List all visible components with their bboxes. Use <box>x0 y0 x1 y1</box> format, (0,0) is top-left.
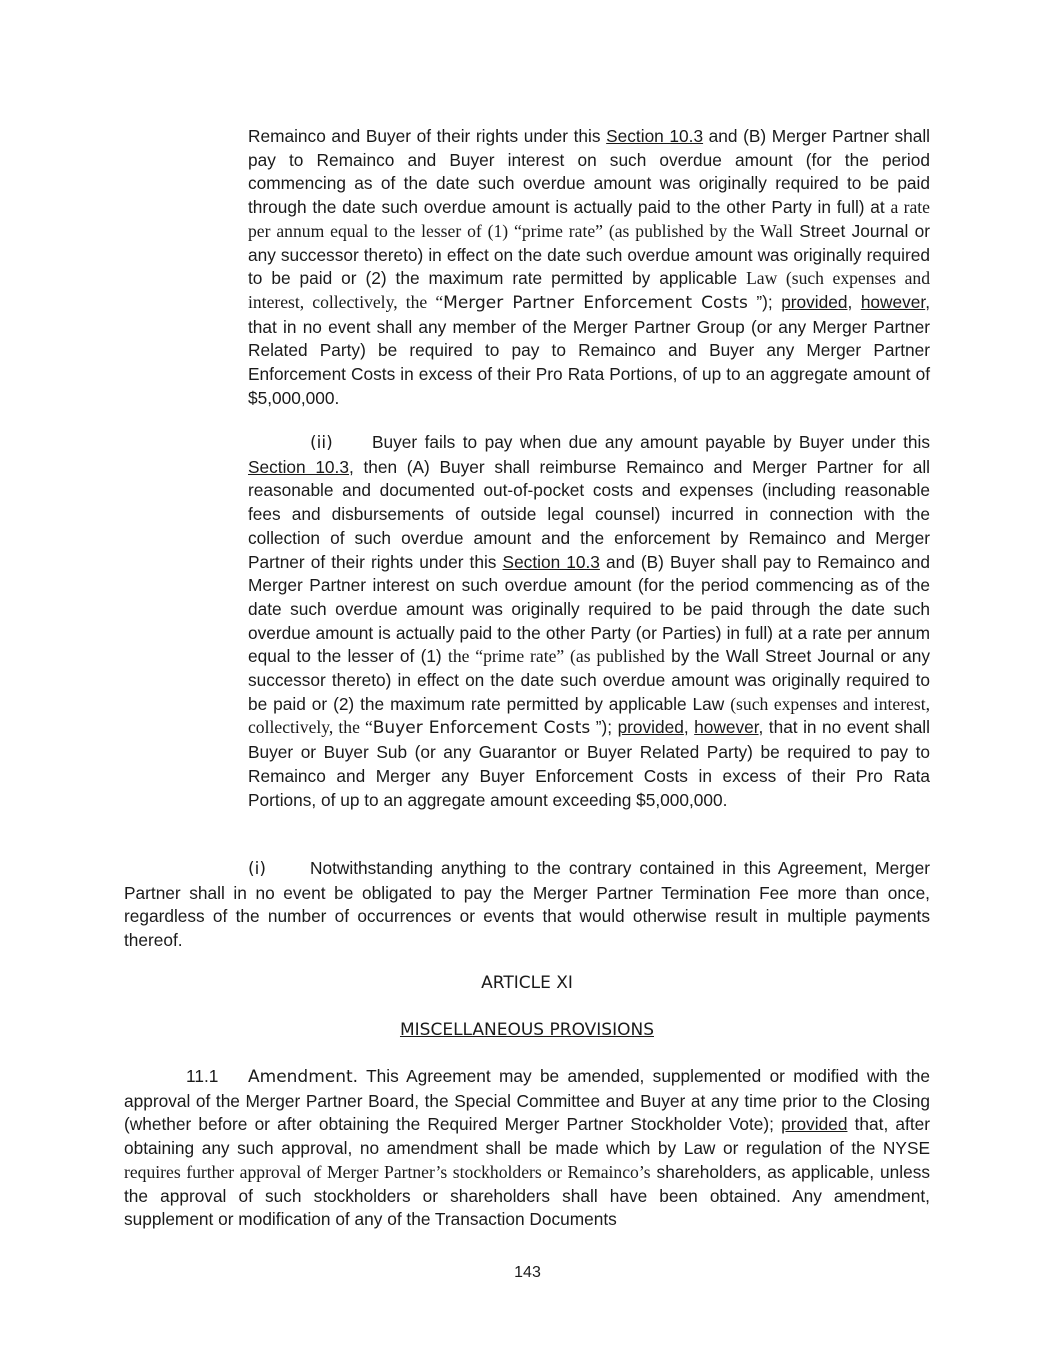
provided-term: provided <box>781 1114 848 1135</box>
text-run: requires further approval of Merger Partner’s stockholders or Remainco’s <box>124 1161 651 1182</box>
section-reference: Section 10.3 <box>502 551 600 572</box>
provided-term: provided <box>617 717 684 738</box>
text-run: ”); <box>747 291 782 312</box>
section-reference: Section 10.3 <box>606 126 704 146</box>
text-run: shareholders, as applicable, unless the approval of such stockholders or shareholders shall have been obtained. Any amendment, supplement or modification of any of the Transaction Documents <box>124 1161 930 1230</box>
however-term: however <box>860 291 926 312</box>
text-run: the “prime rate” (as published <box>447 646 665 667</box>
text-run: and (B) Merger Partner shall pay to Remainco and Buyer interest on such overdue amount (for the period commencing as of the date such overdue amount was originally required to be paid through the date such overdue amount is actually paid to the other Party in full) at <box>248 126 931 218</box>
clause-label: (ii) <box>310 433 333 453</box>
section-reference: Section 10.3 <box>248 456 349 477</box>
text-run: This Agreement may be amended, supplemented or modified with the approval of the Merger Partner Board, the Special Committee and Buyer at any time prior to the Closing (whether before or after obtaining the Required Merger Partner Stockholder Vote); <box>124 1066 930 1135</box>
text-run: , then (A) Buyer shall reimburse Remainco and Merger Partner for all reasonable and documented out-of-pocket costs and expenses (including reasonable fees and disbursements of outside legal counsel) incurred in connection with the collection of such overdue amount and the enforcement by Remainco and Merger Partner of their rights under this <box>248 456 930 572</box>
text-run: , that in no event shall Buyer or Buyer Sub (or any Guarantor or Buyer Related Party) be required to pay to Remainco and Merger any Buyer Enforcement Costs in excess of their Pro Rata Portions, of up to an aggregate amount exceeding $5,000,000. <box>248 717 930 810</box>
article-title-text: MISCELLANEOUS PROVISIONS <box>399 1020 654 1040</box>
paragraph-continuation <box>248 125 930 410</box>
page-number: 143 <box>514 1264 541 1281</box>
text-run: , that in no event shall any member of the Merger Partner Group (or any Merger Partner Related Party) be required to pay to Remainco and Buyer any Merger Partner Enforcement Costs in excess of their Pro Rata Portions, of up to an aggregate amount of $5,000,000. <box>248 291 930 408</box>
text-run: Street Journal or any successor thereto) in effect on the date such overdue amount was originally required to be paid or (2) the maximum rate permitted by applicable <box>248 220 930 289</box>
text-run: (such expenses and interest, collectively, the “ <box>248 693 930 738</box>
however-term: however <box>694 717 759 738</box>
text-run: Law (such expenses and interest, collectively, the “ <box>248 268 930 312</box>
text-run: ”); <box>590 717 618 738</box>
text-run: by the Wall Street Journal or any successor thereto) in effect on the date such overdue amount was originally required to be paid or (2) the maximum rate permitted by applicable Law <box>248 646 930 714</box>
section-number: 11.1 <box>186 1066 219 1086</box>
clause-ii-paragraph <box>248 431 930 812</box>
clause-label: (i) <box>248 859 266 879</box>
article-number: ARTICLE XI <box>481 973 573 993</box>
text-run: Remainco and Buyer of their rights under this <box>248 126 607 146</box>
defined-term: Buyer Enforcement Costs <box>372 718 591 739</box>
text-run: , <box>847 291 861 312</box>
section-caption: Amendment. <box>248 1067 359 1087</box>
text-run: a rate per annum equal to the lesser of (1) “prime rate” (as published by the Wall <box>248 197 930 241</box>
clause-i-paragraph <box>124 857 930 953</box>
section-11-1-paragraph <box>124 1065 930 1232</box>
article-title <box>124 1019 930 1043</box>
provided-term: provided <box>781 291 848 312</box>
text-run: and (B) Buyer shall pay to Remainco and Merger Partner interest on such overdue amount (for the period commencing as of the date such overdue amount was originally required to be paid through the date such overdue amount is actually paid to the other Party (or Parties) in full) at a rate per annum equal to the lesser of (1) <box>248 551 931 667</box>
text-run: , <box>683 717 695 738</box>
defined-term: Merger Partner Enforcement Costs <box>443 292 748 313</box>
text-run: Notwithstanding anything to the contrary contained in this Agreement, Merger Partner shall in no event be obligated to pay the Merger Partner Termination Fee more than once, regardless of the number of occurrences or events that would otherwise result in multiple payments thereof. <box>124 858 930 951</box>
text-run: that, after obtaining any such approval, no amendment shall be made which by Law or regulation of the NYSE <box>124 1114 930 1159</box>
text-run: Buyer fails to pay when due any amount payable by Buyer under this <box>372 432 930 452</box>
